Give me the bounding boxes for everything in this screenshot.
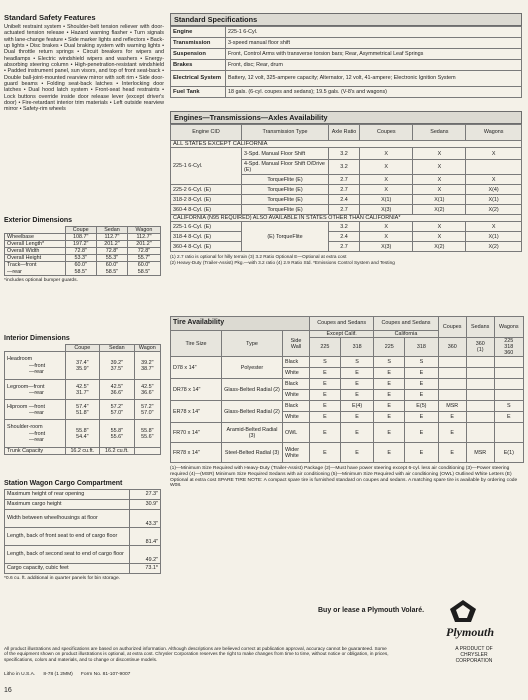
cell: E (374, 423, 405, 443)
exterior-title: Exterior Dimensions (4, 217, 73, 224)
table-row (171, 148, 522, 160)
cell: 2.7 (329, 242, 360, 252)
th-225: 225 (310, 338, 341, 357)
cell: 55.8" 55.6" (134, 420, 160, 448)
row-label: Brakes (171, 60, 226, 71)
cell: 49.2" (130, 546, 161, 564)
row-label: Transmission (171, 38, 226, 49)
cargo-note: *0.6 cu. ft. additional in quarter panels for bin storage. (4, 576, 121, 581)
cell: X(1) (413, 195, 466, 205)
table-row (171, 60, 522, 71)
ett-notes: (1) 2.7 ratio is optional for hilly terrain (3) 3.2 Ratio Optional E—Optional at extra cost (2) Heavy-Duty (Trailer-Assist) Pkg.—with 3.2 ratio (4) 2.9 Ratio Std. *Emissions Control System and Testing (170, 254, 395, 265)
trans-cell: TorqueFlite (E) (242, 175, 329, 185)
engine-cell: 225-2 6-Cyl. (E) (171, 185, 242, 195)
cell: S (310, 357, 341, 368)
cell: 73.1* (130, 564, 161, 574)
cell: 37.4" 35.9" (65, 352, 100, 380)
sub-label: —front (29, 362, 46, 369)
row-label: Shoulder-room —front —rear (5, 420, 66, 448)
table-row (5, 510, 161, 528)
cell: 55.8" 54.4" (65, 420, 100, 448)
row-label: Engine (171, 27, 226, 38)
cell: X (360, 175, 413, 185)
cell: 2.4 (329, 195, 360, 205)
cell (494, 368, 523, 379)
cell: 201.2" (128, 241, 161, 248)
cell: E (494, 412, 523, 423)
ext-h0 (5, 227, 66, 234)
tire-size: DR78 x 14" (171, 379, 222, 401)
trans-cell: 3-Spd. Manual Floor Shift (242, 148, 329, 160)
cell: 201.2" (96, 241, 127, 248)
row-label: Trunk Capacity (5, 448, 66, 455)
th-sedans: Sedans (466, 317, 494, 338)
cell (494, 390, 523, 401)
row-label: Overall Length* (5, 241, 66, 248)
cell: E (310, 390, 341, 401)
cell (438, 357, 466, 368)
cell: E (374, 390, 405, 401)
cell: 72.8" (65, 248, 96, 255)
row-label: Overall Height (5, 255, 66, 262)
cell: 2.7 (329, 185, 360, 195)
cell: E (405, 412, 438, 423)
int-h-coupe: Coupe (65, 345, 100, 352)
cell: 60.0" 58.5" (96, 262, 127, 275)
cell: E (310, 401, 341, 412)
sub-label: —rear (29, 368, 44, 375)
cell (466, 368, 494, 379)
table-row (5, 500, 161, 510)
cell: X (360, 185, 413, 195)
th-318: 318 (340, 338, 373, 357)
cell: X (360, 148, 413, 160)
th-type: Type (222, 331, 283, 357)
cell: E (374, 368, 405, 379)
engine-cell: 360-4 8-Cyl. (E) (171, 205, 242, 215)
ett-title: Engines—Transmissions—Axles Availability (170, 111, 522, 124)
row-label: Overall Width (5, 248, 66, 255)
pentastar-icon (450, 600, 476, 622)
cell (466, 401, 494, 412)
spec-section (170, 13, 524, 98)
trans-cell: 4-Spd. Manual Floor Shift O/Drive (E) (242, 160, 329, 175)
cell: 3.2 (329, 222, 360, 232)
table-row (171, 27, 522, 38)
tire-type: Steel-Belted Radial (3) (222, 443, 283, 463)
table-row (5, 380, 161, 400)
engine-cell: 225-1 6-Cyl. (171, 148, 242, 185)
cell: X (360, 222, 413, 232)
cell: X (360, 160, 413, 175)
side-wall: Wider White (283, 443, 310, 463)
cell: 2.7 (329, 205, 360, 215)
cargo-section (4, 480, 164, 582)
tire-table (170, 316, 524, 463)
cell: X (413, 222, 466, 232)
ext-h-sedan: Sedan (96, 227, 127, 234)
region-label: ALL STATES EXCEPT CALIFORNIA (171, 141, 522, 148)
th-360-sedan: 360 (1) (466, 338, 494, 357)
side-wall: White (283, 368, 310, 379)
cell: X(3) (360, 242, 413, 252)
trunk-row (5, 448, 161, 455)
cell: 39.2" 37.5" (100, 352, 135, 380)
th-225b: 225 (374, 338, 405, 357)
row-label: Fuel Tank (171, 87, 226, 98)
tire-type: Glass-Belted Radial (2) (222, 379, 283, 401)
int-h0 (5, 345, 66, 352)
side-wall: White (283, 390, 310, 401)
cell: X(2) (466, 242, 522, 252)
cell: S (494, 401, 523, 412)
cell: 112.7" (96, 234, 127, 241)
cell: 27.3" (130, 490, 161, 500)
table-row (171, 87, 522, 98)
cell: E (438, 423, 466, 443)
disclaimer: All product illustrations and specifications are based on authorized information. Although descriptions are believed correct at publication approval, accuracy cannot be guaranteed. Some of the equipment shown on product illustrations is optional, at extra cost. Chrysler Corporation reserves the right to make changes from time to time, without notice or obligation, in prices, specifications, colors and materials, and to change or discontinue models. (4, 646, 389, 662)
th-coupes-sedans-2: Coupes and Sedans (374, 317, 438, 331)
row-label: Electrical System (171, 71, 226, 87)
th-trans: Transmission Type (242, 125, 329, 141)
cell: 60.0" 58.5" (128, 262, 161, 275)
row-label: Track—front —rear (5, 262, 66, 275)
pentastar-logo (450, 600, 476, 622)
cell: 112.7" (128, 234, 161, 241)
th-california: California (374, 331, 438, 338)
ext-h-coupe: Coupe (65, 227, 96, 234)
table-row (171, 401, 524, 412)
cell: Front, Control Arms with transverse torsion bars; Rear, Asymmetrical Leaf Springs (226, 49, 522, 60)
cell (466, 390, 494, 401)
cell: 18 gals. (6-cyl. coupes and sedans); 19.5 gals. (V-8's and wagons) (226, 87, 522, 98)
cell: E(1) (494, 443, 523, 463)
cell: E (310, 379, 341, 390)
cell: E (310, 368, 341, 379)
trans-cell: TorqueFlite (E) (242, 195, 329, 205)
cargo-table (4, 489, 161, 574)
cell: E (405, 379, 438, 390)
cell: Battery, 12 volt, 325-ampere capacity; Alternator, 12 volt, 41-ampere; Electronic Ignition System (226, 71, 522, 87)
side-wall: OWL (283, 423, 310, 443)
ext-h-wagon: Wagon (128, 227, 161, 234)
cell: 55.3" (96, 255, 127, 262)
label: Headroom (7, 356, 33, 363)
cell (466, 423, 494, 443)
cell: 108.7" (65, 234, 96, 241)
row-label: Cargo capacity, cubic feet (5, 564, 130, 574)
cell: E (374, 412, 405, 423)
cell (134, 448, 160, 455)
engine-cell: 225-1 6-Cyl. (E) (171, 222, 242, 232)
side-wall: Black (283, 379, 310, 390)
cell: MSR (438, 401, 466, 412)
cell: E (374, 379, 405, 390)
buy-line: Buy or lease a Plymouth Volaré. (318, 607, 425, 614)
exterior-section (4, 217, 164, 283)
table-row (5, 546, 161, 564)
cell (494, 379, 523, 390)
table-row (5, 490, 161, 500)
side-wall: Black (283, 357, 310, 368)
spec-table (170, 26, 522, 98)
engine-cell: 360-4 8-Cyl. (E) (171, 242, 242, 252)
table-row (171, 185, 522, 195)
cell: X(2) (413, 242, 466, 252)
exterior-table (4, 226, 161, 276)
cell: 3.2 (329, 148, 360, 160)
row-label: Maximum cargo height (5, 500, 130, 510)
cell: 3-speed manual floor shift (226, 38, 522, 49)
cell (438, 390, 466, 401)
cell: 72.8" (128, 248, 161, 255)
table-row (171, 379, 524, 390)
th-wagons: Wagons (466, 125, 522, 141)
table-row (5, 528, 161, 546)
table-row (171, 71, 522, 87)
cell: E (405, 423, 438, 443)
interior-section (4, 335, 164, 455)
th-except-calif: Except Calif. (310, 331, 374, 338)
litho-line: Litho in U.S.A. 8-78 (1 2MM) Form No. 81-107-9007 (4, 672, 131, 677)
tire-type: Glass-Belted Radial (2) (222, 401, 283, 423)
cell: E(4) (340, 401, 373, 412)
cell: X(2) (466, 205, 522, 215)
cell: X(3) (360, 205, 413, 215)
cell: 57.4" 51.8" (65, 400, 100, 420)
th-sedans: Sedans (413, 125, 466, 141)
tire-type: Aramid-Belted Radial (3) (222, 423, 283, 443)
cell: 225-1 6-Cyl. (226, 27, 522, 38)
cell: X (413, 160, 466, 175)
side-wall: Black (283, 401, 310, 412)
cell: 53.3" (65, 255, 96, 262)
side-wall: White (283, 412, 310, 423)
int-h-sedan: Sedan (100, 345, 135, 352)
cell: 55.7" (128, 255, 161, 262)
cell: X (360, 232, 413, 242)
cell (466, 379, 494, 390)
cell: X(1) (360, 195, 413, 205)
table-row (171, 222, 522, 232)
cell: X (413, 232, 466, 242)
table-row (171, 357, 524, 368)
cell: S (340, 357, 373, 368)
row-label: Hiproom —front —rear (5, 400, 66, 420)
cell: E (405, 390, 438, 401)
cell: E (340, 379, 373, 390)
tire-size: ER78 x 14" (171, 401, 222, 423)
table-row (171, 49, 522, 60)
table-row (171, 232, 522, 242)
cell: X (466, 148, 522, 160)
cell: 57.2" 57.0" (100, 400, 135, 420)
cell: X(1) (466, 195, 522, 205)
table-row (5, 241, 161, 248)
cell (438, 368, 466, 379)
cell: Front, disc; Rear, drum (226, 60, 522, 71)
row-label: Width between wheelhousings at floor (5, 510, 130, 528)
cell: 81.4" (130, 528, 161, 546)
cell: X(4) (466, 185, 522, 195)
cell: MSR (466, 443, 494, 463)
tire-size: FR70 x 14" (171, 423, 222, 443)
int-h-wagon: Wagon (134, 345, 160, 352)
table-row (5, 420, 161, 448)
cell: E (438, 443, 466, 463)
tire-size: FR78 x 14" (171, 443, 222, 463)
cell: E (340, 390, 373, 401)
product-of: A PRODUCT OF CHRYSLER CORPORATION (455, 646, 493, 664)
table-row (171, 443, 524, 463)
cell (466, 357, 494, 368)
engine-cell: 318-4 8-Cyl. (E) (171, 232, 242, 242)
cell: E (310, 423, 341, 443)
row-label: Length, back of second seat to end of cargo floor (5, 546, 130, 564)
cell: S (405, 357, 438, 368)
ett-section (170, 111, 524, 265)
cell: 3.2 (329, 160, 360, 175)
row-label: Maximum height of rear opening (5, 490, 130, 500)
cell: X(1) (466, 232, 522, 242)
th-coupes-sedans: Coupes and Sedans (310, 317, 374, 331)
cell: 2.7 (329, 175, 360, 185)
cell: 39.2" 38.7" (134, 352, 160, 380)
cell: X(2) (413, 205, 466, 215)
cell: 55.8" 55.6" (100, 420, 135, 448)
cell: X (466, 175, 522, 185)
cell: 72.8" (96, 248, 127, 255)
table-row (5, 564, 161, 574)
exterior-note: *includes optional bumper guards. (4, 277, 78, 283)
cell: E (340, 423, 373, 443)
spec-title: Standard Specifications (170, 13, 522, 26)
table-row (5, 234, 161, 241)
cell: 43.3" (130, 510, 161, 528)
tire-type: Polyester (222, 357, 283, 379)
safety-title: Standard Safety Features (4, 13, 96, 22)
th-axle: Axle Ratio (329, 125, 360, 141)
cell: 42.5" 36.6" (134, 380, 160, 400)
engine-cell: 318-2 8-Cyl. (E) (171, 195, 242, 205)
cell (494, 423, 523, 443)
row-label: Legroom—front —rear (5, 380, 66, 400)
interior-table (4, 344, 161, 455)
table-row (171, 205, 522, 215)
table-row (171, 195, 522, 205)
page-number: 16 (4, 687, 12, 694)
region-label: CALIFORNIA (N95 REQUIRED) ALSO AVAILABLE IN STATES OTHER THAN CALIFORNIA* (171, 215, 522, 222)
cargo-title: Station Wagon Cargo Compartment (4, 480, 123, 487)
table-row (5, 248, 161, 255)
table-row (5, 262, 161, 275)
th-coupes: Coupes (438, 317, 466, 338)
th-360: 360 (438, 338, 466, 357)
table-row (5, 400, 161, 420)
cell: E (340, 368, 373, 379)
th-engine: Engine CID (171, 125, 242, 141)
safety-section (4, 13, 164, 113)
cell: E (438, 412, 466, 423)
cell: 42.5" 31.7" (65, 380, 100, 400)
th-side-wall: Side Wall (283, 331, 310, 357)
cell: 16.2 cu.ft. (65, 448, 100, 455)
th-coupes: Coupes (360, 125, 413, 141)
table-row (171, 423, 524, 443)
cell: E (340, 412, 373, 423)
table-row (5, 255, 161, 262)
tire-notes: (1)—Minimum Size Required with Heavy-Duty (Trailer-Assist) Package (2)—Must have power steering except 6-cyl. less air conditioning (3)—Power steering required (4)—(MSR) Minimum Size Required Sedans with air conditioning (5)—Minimum Size Required with air conditioning (OWL) Outlined White Letters (E) Optional at extra cost SPARE TIRE NOTE: A compact spare tire is furnished standard on coupes and sedans. A matching spare tire is available by ordering code W08. (170, 466, 518, 489)
tire-title: Tire Availability (171, 317, 310, 331)
cell: X (413, 175, 466, 185)
th-wagons: Wagons (494, 317, 523, 338)
safety-text: Unibelt restraint system • Shoulder-belt tension reliever with door-actuated tension release • Hazard warning flasher • Turn signals with lane-change feature • Side marker lights and reflectors • Back-up lights • Disc brakes • Dual braking system with warning lights • Dual throttle return springs • Circuit breakers for wipers and headlamps • Electric windshield wipers and washers • Energy-absorbing steering column • High-penetration-resistant windshield • Padded instrument panel, sun visors, and top of front seat-back • Double ball-joint-mounted rearview mirror with soft rim • Side door-guard beams • Folding seat-back latches • Interlocking door latches • Dual hood latch system • Front-seat head restraints • Lock buttons override inside door release lever (except driver's door) • Fire-retardant interior trim materials • Left outside rearview mirror • Safety-rim wheels (4, 24, 164, 113)
cell: 30.9" (130, 500, 161, 510)
cell (466, 412, 494, 423)
table-row (171, 38, 522, 49)
tire-size: D78 x 14" (171, 357, 222, 379)
cell: 57.2" 57.0" (134, 400, 160, 420)
cell: X (413, 185, 466, 195)
th-wagon-engines: 225 318 360 (494, 338, 523, 357)
row-label (5, 352, 66, 380)
cell (438, 379, 466, 390)
cell: 42.5" 36.6" (100, 380, 135, 400)
cell: E(5) (405, 401, 438, 412)
plymouth-wordmark: Plymouth (446, 625, 495, 639)
ett-table (170, 124, 522, 252)
cell (466, 160, 522, 175)
tire-section (170, 316, 524, 489)
row-label: Suspension (171, 49, 226, 60)
cell: 60.0" 58.5" (65, 262, 96, 275)
th-318b: 318 (405, 338, 438, 357)
cell: 2.4 (329, 232, 360, 242)
interior-title: Interior Dimensions (4, 335, 70, 342)
cell: E (405, 368, 438, 379)
cell: E (310, 443, 341, 463)
trans-cell: TorqueFlite (E) (242, 185, 329, 195)
cell: E (405, 443, 438, 463)
cell: E (374, 401, 405, 412)
cell: E (310, 412, 341, 423)
th-tire-size: Tire Size (171, 331, 222, 357)
cell (494, 357, 523, 368)
table-row (5, 352, 161, 380)
cell: S (374, 357, 405, 368)
table-row (171, 242, 522, 252)
cell: 197.2" (65, 241, 96, 248)
trans-cell: TorqueFlite (E) (242, 205, 329, 215)
cell: X (466, 222, 522, 232)
cell: E (340, 443, 373, 463)
trans-cell: (E) TorqueFlite (242, 222, 329, 252)
cell: E (374, 443, 405, 463)
cell: 16.2 cu.ft. (100, 448, 135, 455)
row-label: Length, back of front seat to end of cargo floor (5, 528, 130, 546)
row-label: Wheelbase (5, 234, 66, 241)
cell: X (413, 148, 466, 160)
